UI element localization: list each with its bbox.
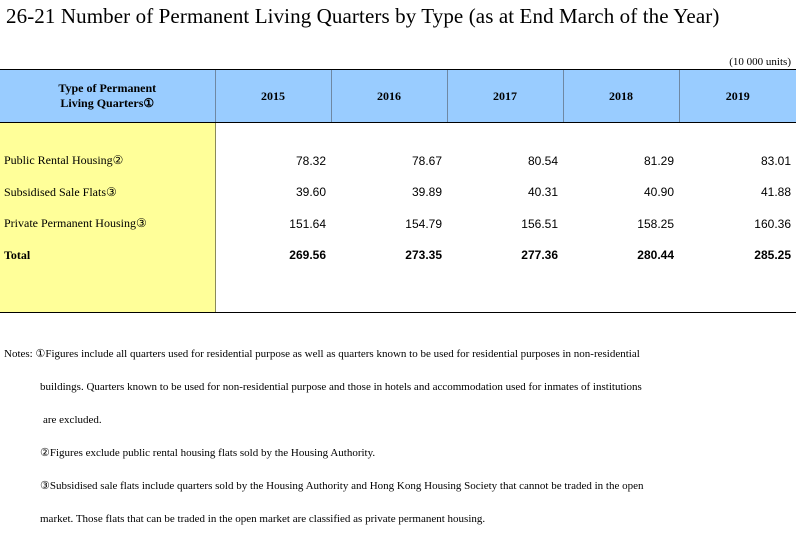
row-label: Subsidised Sale Flats③ — [0, 177, 215, 209]
note-line: Notes: ①Figures include all quarters used for residential purpose as well as quarters known to be used for residential purposes in non-residential — [4, 348, 640, 360]
note-line: market. Those flats that can be traded in the open market are classified as private permanent housing. — [40, 513, 486, 525]
spacer-cell — [215, 123, 331, 146]
value-cell: 78.67 — [411, 153, 442, 168]
value-cell: 156.51 — [521, 216, 558, 231]
total-value-cell: 285.25 — [754, 248, 791, 263]
table-row-private-permanent-housing — [0, 208, 796, 240]
row-label: Private Permanent Housing③ — [0, 208, 215, 240]
table-row-public-rental-housing — [0, 145, 796, 177]
spacer-cell — [447, 271, 563, 313]
value-cell: 154.79 — [405, 216, 442, 231]
value-cell: 41.88 — [760, 185, 791, 200]
total-value-cell: 269.56 — [289, 248, 326, 263]
value-cell: 158.25 — [637, 216, 674, 231]
value-cell: 80.54 — [527, 153, 558, 168]
row-label-total: Total — [0, 240, 215, 272]
header-year-2016: 2016 — [331, 70, 447, 123]
header-type-of-quarters — [0, 70, 215, 123]
header-label-line1: Type of Permanent — [58, 81, 157, 95]
units-label: (10 000 units) — [729, 56, 791, 68]
spacer-cell — [679, 123, 796, 146]
spacer-row — [0, 123, 796, 146]
value-cell: 160.36 — [754, 216, 791, 231]
spacer-cell — [447, 123, 563, 146]
total-value-cell: 273.35 — [405, 248, 442, 263]
spacer-cell — [331, 271, 447, 313]
total-value-cell: 280.44 — [637, 248, 674, 263]
note-line: are excluded. — [43, 414, 102, 426]
spacer-cell — [563, 271, 679, 313]
total-value-cell: 277.36 — [521, 248, 558, 263]
value-cell: 40.90 — [643, 185, 674, 200]
page-title: 26-21 Number of Permanent Living Quarters by Type (as at End March of the Year) — [6, 4, 720, 28]
header-year-2019: 2019 — [679, 70, 796, 123]
value-cell: 39.60 — [295, 185, 326, 200]
living-quarters-table — [0, 69, 796, 313]
spacer-cell — [331, 123, 447, 146]
spacer-cell — [563, 123, 679, 146]
note-line: ②Figures exclude public rental housing flats sold by the Housing Authority. — [40, 447, 376, 459]
spacer-cell — [679, 271, 796, 313]
header-year-2017: 2017 — [447, 70, 563, 123]
value-cell: 78.32 — [295, 153, 326, 168]
note-line: buildings. Quarters known to be used for non-residential purpose and those in hotels and accommodation used for inmates of institutions — [40, 381, 642, 393]
value-cell: 39.89 — [411, 185, 442, 200]
value-cell: 151.64 — [289, 216, 326, 231]
value-cell: 40.31 — [527, 185, 558, 200]
note-line: ③Subsidised sale flats include quarters sold by the Housing Authority and Hong Kong Housing Society that cannot be traded in the open — [40, 480, 644, 492]
spacer-row — [0, 271, 796, 313]
header-label-line2: Living Quarters① — [60, 96, 155, 110]
value-cell: 83.01 — [760, 153, 791, 168]
row-label: Public Rental Housing② — [0, 145, 215, 177]
spacer-cell — [215, 271, 331, 313]
table-row-total — [0, 240, 796, 272]
value-cell: 81.29 — [643, 153, 674, 168]
header-row — [0, 70, 796, 123]
row-label-cell — [0, 271, 215, 313]
table-row-subsidised-sale-flats — [0, 177, 796, 209]
header-year-2015: 2015 — [215, 70, 331, 123]
row-label-cell — [0, 123, 215, 146]
notes-section — [4, 338, 794, 536]
header-year-2018: 2018 — [563, 70, 679, 123]
